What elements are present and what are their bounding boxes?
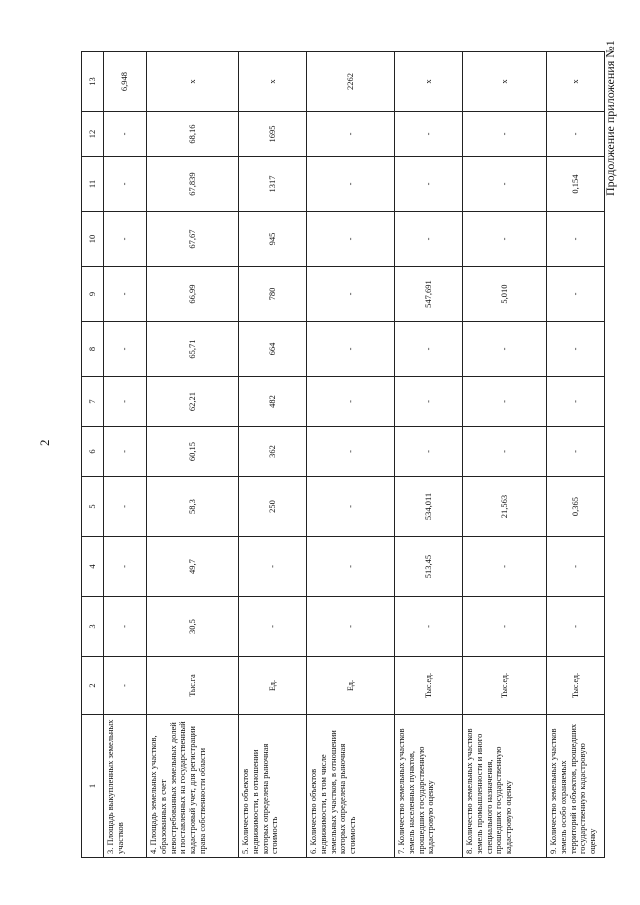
value-cell: - (547, 112, 605, 157)
value-cell: 21,563 (463, 477, 547, 537)
value-cell: - (395, 377, 463, 427)
value-cell: 250 (239, 477, 307, 537)
value-cell: 482 (239, 377, 307, 427)
value-cell: - (547, 597, 605, 657)
value-cell: x (547, 52, 605, 112)
value-cell: 67,67 (147, 212, 239, 267)
table-row (104, 52, 147, 858)
value-cell: - (307, 322, 395, 377)
value-cell: 60,15 (147, 427, 239, 477)
value-cell: - (395, 212, 463, 267)
unit-cell: Тыс.ед. (463, 657, 547, 715)
unit-cell: Ед. (239, 657, 307, 715)
value-cell: - (307, 377, 395, 427)
value-cell: 534,011 (395, 477, 463, 537)
header-cell: 1 (82, 715, 104, 858)
value-cell: 0,365 (547, 477, 605, 537)
value-cell: - (395, 427, 463, 477)
value-cell: - (307, 157, 395, 212)
page-number: 2 (37, 439, 52, 446)
row-name-cell: 4. Площадь земельных участков, образованных в счет невостребованных земельных долей и поставленных на государственный кадастровый учет, для регистрации права собственности области (147, 715, 239, 858)
value-cell: - (395, 157, 463, 212)
header-row (82, 52, 104, 858)
value-cell: 68,16 (147, 112, 239, 157)
continuation-label: Продолжение приложения №1 (603, 40, 617, 196)
value-cell: - (463, 377, 547, 427)
value-cell: - (547, 267, 605, 322)
value-cell: - (307, 427, 395, 477)
unit-cell: Тыс.ед. (395, 657, 463, 715)
row-name-cell: 7. Количество земельных участков земель населенных пунктов, прошедших государственную кадастровую оценку (395, 715, 463, 858)
value-cell: 66,99 (147, 267, 239, 322)
value-cell: x (395, 52, 463, 112)
table-row (239, 52, 307, 858)
value-cell: - (307, 212, 395, 267)
value-cell: 67,839 (147, 157, 239, 212)
header-cell: 9 (82, 267, 104, 322)
row-name-cell: 8. Количество земельных участков земель промышленности и иного специального назначения, прошедших государственную кадастровую оценку (463, 715, 547, 858)
value-cell: 65,71 (147, 322, 239, 377)
value-cell: - (307, 112, 395, 157)
value-cell: - (307, 477, 395, 537)
value-cell: - (463, 157, 547, 212)
value-cell: 1317 (239, 157, 307, 212)
value-cell: - (104, 537, 147, 597)
value-cell: 30,5 (147, 597, 239, 657)
value-cell: - (395, 597, 463, 657)
value-cell: - (395, 322, 463, 377)
value-cell: - (547, 322, 605, 377)
value-cell: - (547, 537, 605, 597)
table-row (463, 52, 547, 858)
value-cell: - (547, 377, 605, 427)
value-cell: - (547, 427, 605, 477)
header-cell: 12 (82, 112, 104, 157)
value-cell: - (104, 267, 147, 322)
value-cell: - (104, 212, 147, 267)
unit-cell: Тыс.га (147, 657, 239, 715)
unit-cell: Ед. (307, 657, 395, 715)
value-cell: - (463, 112, 547, 157)
header-cell: 4 (82, 537, 104, 597)
row-name-cell: 5. Количество объектов недвижимости, в отношении которых определена рыночная стоимость (239, 715, 307, 858)
value-cell: 5,010 (463, 267, 547, 322)
row-name-cell: 9. Количество земельных участков земель особо охраняемых территорий и объектов, прошедших государственную кадастровую оценку (547, 715, 605, 858)
value-cell: - (239, 597, 307, 657)
value-cell: x (147, 52, 239, 112)
header-cell: 3 (82, 597, 104, 657)
header-cell: 5 (82, 477, 104, 537)
value-cell: 547,691 (395, 267, 463, 322)
value-cell: - (547, 212, 605, 267)
value-cell: - (104, 477, 147, 537)
row-name-cell: 3. Площадь выкупленных земельных участков (104, 715, 147, 858)
data-table (81, 51, 605, 858)
value-cell: - (239, 537, 307, 597)
header-cell: 13 (82, 52, 104, 112)
table-row (547, 52, 605, 858)
header-cell: 7 (82, 377, 104, 427)
value-cell: 664 (239, 322, 307, 377)
table-row (147, 52, 239, 858)
value-cell: - (307, 597, 395, 657)
value-cell: - (104, 322, 147, 377)
row-name-cell: 6. Количество объектов недвижимости, в том числе земельных участков, в отношении которых определена рыночная стоимость (307, 715, 395, 858)
value-cell: - (463, 427, 547, 477)
value-cell: 0,154 (547, 157, 605, 212)
table-row (395, 52, 463, 858)
value-cell: - (463, 597, 547, 657)
value-cell: 6,948 (104, 52, 147, 112)
value-cell: 513,45 (395, 537, 463, 597)
value-cell: - (104, 157, 147, 212)
value-cell: - (307, 267, 395, 322)
value-cell: x (463, 52, 547, 112)
value-cell: 1695 (239, 112, 307, 157)
value-cell: 362 (239, 427, 307, 477)
header-cell: 8 (82, 322, 104, 377)
table-row (307, 52, 395, 858)
value-cell: - (307, 537, 395, 597)
value-cell: 62,21 (147, 377, 239, 427)
header-cell: 6 (82, 427, 104, 477)
unit-cell: - (104, 657, 147, 715)
value-cell: 2262 (307, 52, 395, 112)
value-cell: - (463, 537, 547, 597)
value-cell: x (239, 52, 307, 112)
value-cell: 945 (239, 212, 307, 267)
value-cell: - (104, 112, 147, 157)
value-cell: 49,7 (147, 537, 239, 597)
value-cell: - (463, 212, 547, 267)
value-cell: - (104, 597, 147, 657)
value-cell: 780 (239, 267, 307, 322)
value-cell: - (463, 322, 547, 377)
value-cell: - (104, 377, 147, 427)
value-cell: 58,3 (147, 477, 239, 537)
value-cell: - (104, 427, 147, 477)
header-cell: 11 (82, 157, 104, 212)
header-cell: 2 (82, 657, 104, 715)
unit-cell: Тыс.ед. (547, 657, 605, 715)
data-table-container (81, 52, 601, 858)
header-cell: 10 (82, 212, 104, 267)
value-cell: - (395, 112, 463, 157)
